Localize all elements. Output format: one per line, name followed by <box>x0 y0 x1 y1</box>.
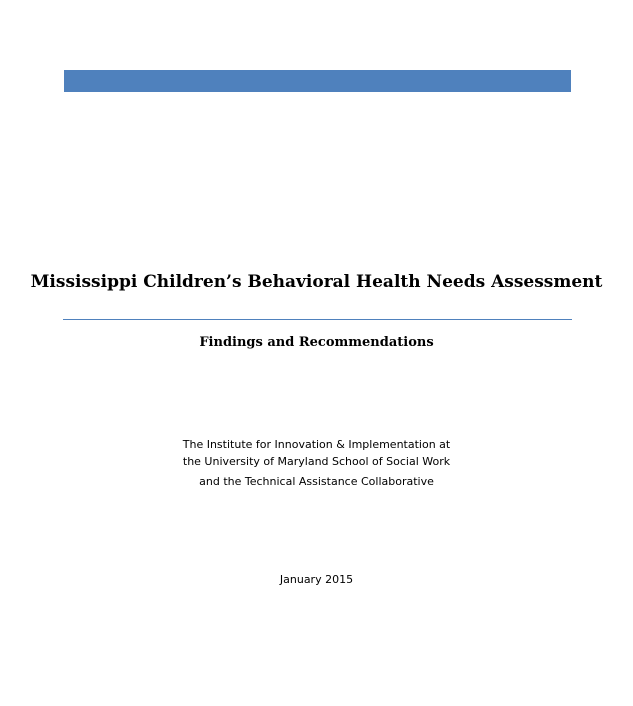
author-line-2: the University of Maryland School of Social Work <box>182 455 451 468</box>
document-subtitle: Findings and Recommendations <box>199 335 434 350</box>
document-title: Mississippi Children’s Behavioral Health Needs Assessment <box>30 272 603 292</box>
header-accent-bar <box>64 70 571 92</box>
author-line-3: and the Technical Assistance Collaborative <box>199 475 434 488</box>
publication-date: January 2015 <box>279 573 354 586</box>
author-line-1: The Institute for Innovation & Implementation at <box>182 438 451 451</box>
title-divider <box>63 319 572 320</box>
